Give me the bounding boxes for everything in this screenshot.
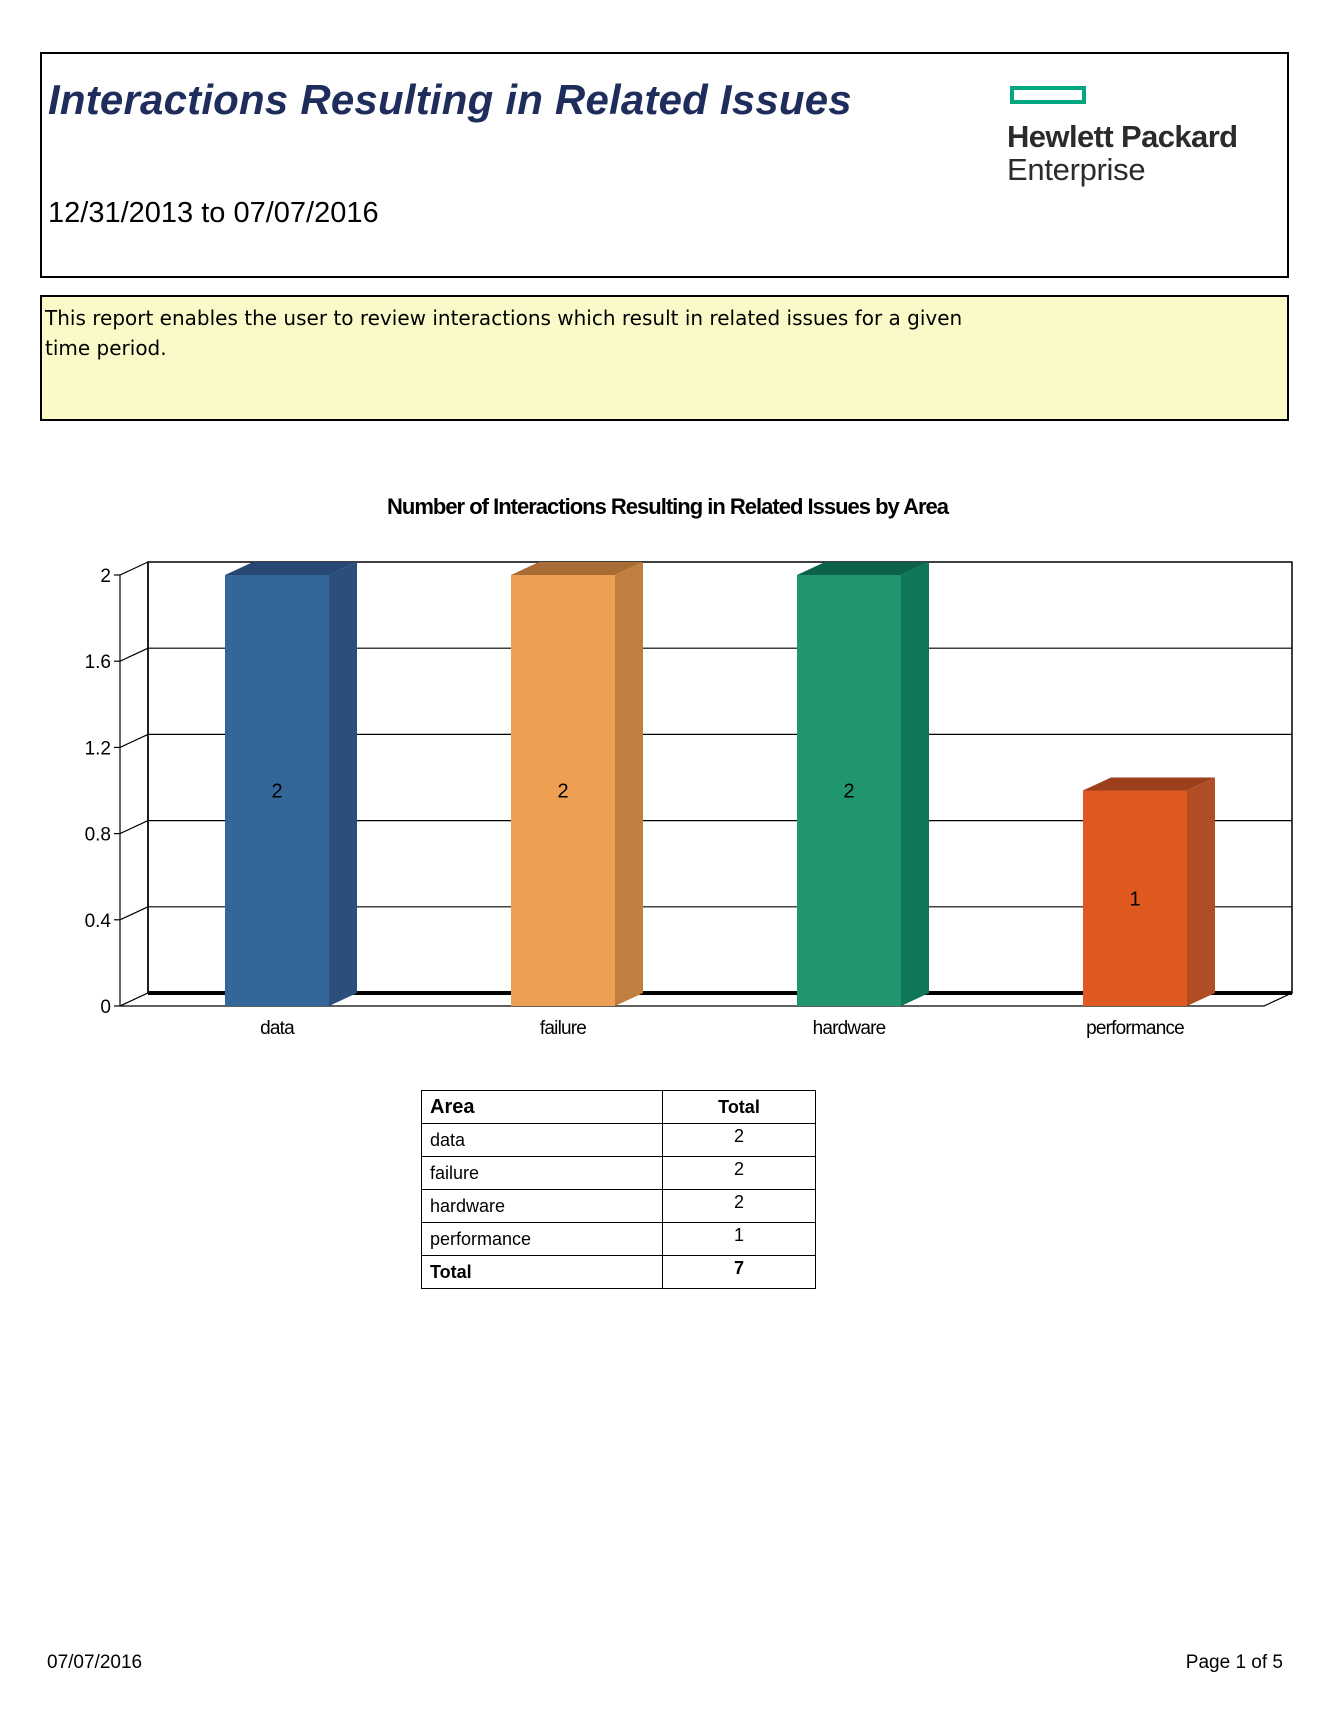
grid-diagonal bbox=[120, 648, 148, 661]
y-tick-label: 0.8 bbox=[84, 824, 111, 846]
table-header-total: Total bbox=[663, 1091, 816, 1124]
x-tick-label: performance bbox=[1086, 1018, 1184, 1039]
table-cell-area: hardware bbox=[422, 1190, 663, 1223]
report-title: Interactions Resulting in Related Issues bbox=[48, 76, 852, 123]
bar-side-hardware bbox=[901, 562, 929, 1006]
logo-text-line1: Hewlett Packard bbox=[1007, 119, 1238, 154]
y-tick-label: 0 bbox=[100, 997, 111, 1018]
grid-diagonal bbox=[120, 907, 148, 920]
bar-side-performance bbox=[1187, 778, 1215, 1007]
hpe-logo-rectangle-icon bbox=[1010, 86, 1086, 104]
x-tick-label: data bbox=[260, 1018, 294, 1039]
table-cell-total: 2 bbox=[663, 1190, 816, 1223]
table-cell-area: performance bbox=[422, 1223, 663, 1256]
page-number: Page 1 of 5 bbox=[1185, 1652, 1283, 1673]
table-cell-total: 2 bbox=[663, 1124, 816, 1157]
summary-table bbox=[421, 1090, 816, 1289]
data-label: 2 bbox=[557, 780, 569, 803]
bar-side-failure bbox=[615, 562, 643, 1006]
footer-date: 07/07/2016 bbox=[47, 1652, 143, 1673]
y-tick-label: 0.4 bbox=[84, 910, 111, 932]
report-header bbox=[40, 52, 1289, 278]
x-tick-label: failure bbox=[539, 1018, 587, 1039]
table-cell-total: 1 bbox=[663, 1223, 816, 1256]
date-range: 12/31/2013 to 07/07/2016 bbox=[48, 197, 379, 229]
grid-diagonal bbox=[120, 734, 148, 747]
data-label: 1 bbox=[1129, 888, 1141, 911]
table-header-area: Area bbox=[422, 1091, 663, 1124]
data-label: 2 bbox=[271, 780, 283, 803]
grid-diagonal bbox=[120, 562, 148, 575]
table-row bbox=[422, 1223, 816, 1256]
description-box bbox=[40, 295, 1289, 421]
bar-side-data bbox=[329, 562, 357, 1006]
table-cell-total: 2 bbox=[663, 1157, 816, 1190]
bar-chart bbox=[0, 540, 1335, 1060]
y-tick-label: 1.6 bbox=[84, 652, 111, 674]
table-row bbox=[422, 1190, 816, 1223]
hpe-logo bbox=[1007, 86, 1267, 196]
table-total-value: 7 bbox=[663, 1256, 816, 1289]
description-text: This report enables the user to review interactions which result in related issues for a given time period. bbox=[45, 306, 963, 360]
y-tick-label: 2 bbox=[100, 566, 111, 587]
table-header-row bbox=[422, 1091, 816, 1124]
table-cell-area: data bbox=[422, 1124, 663, 1157]
table-cell-area: failure bbox=[422, 1157, 663, 1190]
table-row bbox=[422, 1124, 816, 1157]
y-tick-label: 1.2 bbox=[84, 738, 111, 760]
table-row bbox=[422, 1157, 816, 1190]
table-total-label: Total bbox=[422, 1256, 663, 1289]
x-tick-label: hardware bbox=[812, 1018, 886, 1039]
chart-title: Number of Interactions Resulting in Related Issues by Area bbox=[387, 494, 948, 519]
data-label: 2 bbox=[843, 780, 855, 803]
logo-text-line2: Enterprise bbox=[1007, 152, 1146, 187]
grid-diagonal bbox=[120, 821, 148, 834]
table-total-row bbox=[422, 1256, 816, 1289]
